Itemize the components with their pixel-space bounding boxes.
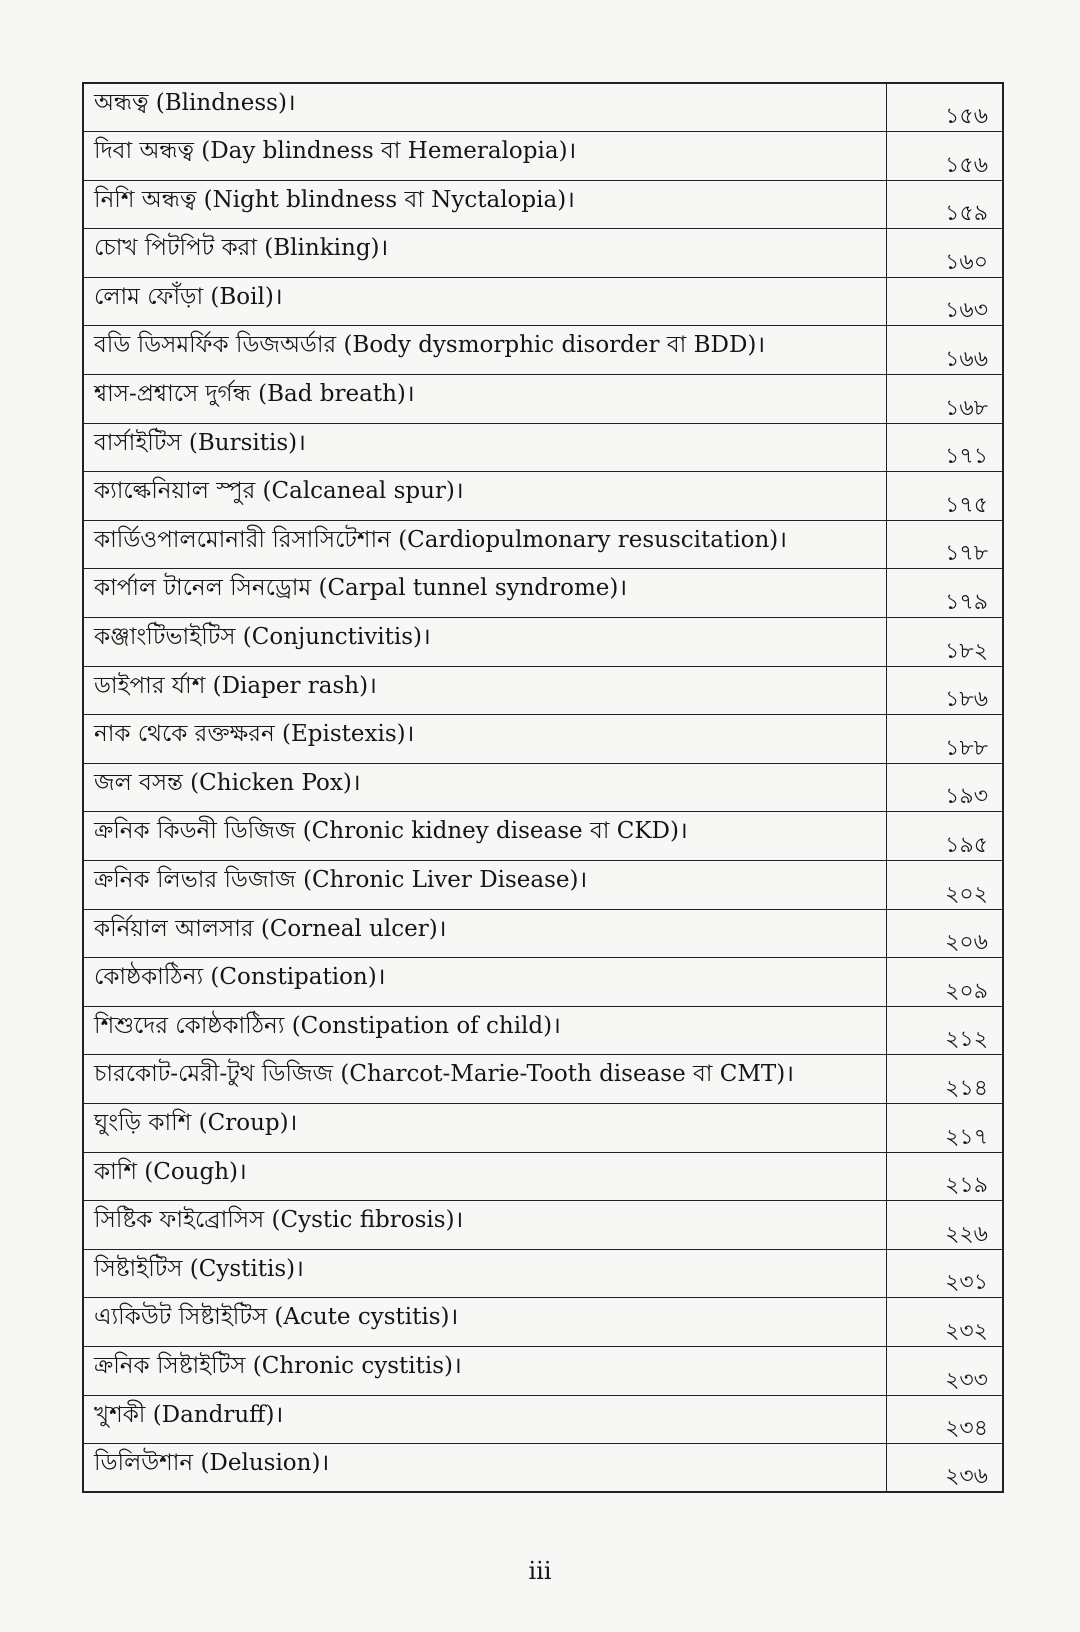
- toc-page-cell: [886, 1444, 1003, 1493]
- toc-entry-title: চারকোট-মেরী-টুথ ডিজিজ (Charcot-Marie-Tooth disease বা CMT)।: [94, 1061, 794, 1088]
- toc-entry-page-number: ১৭৫: [945, 492, 988, 518]
- toc-entry-page-number: ২৩১: [945, 1270, 988, 1296]
- toc-entry-title: নাক থেকে রক্তক্ষরন (Epistexis)।: [94, 721, 415, 748]
- toc-title-cell: [83, 472, 886, 521]
- toc-page-cell: [886, 909, 1003, 958]
- toc-entry-page-number: ১৯৩: [945, 784, 988, 810]
- toc-title-cell: [83, 861, 886, 910]
- toc-title-cell: [83, 83, 886, 132]
- toc-title-cell: [83, 715, 886, 764]
- toc-title-cell: [83, 180, 886, 229]
- toc-entry-page-number: ১৭৯: [945, 590, 988, 616]
- table-row: [83, 958, 1003, 1007]
- toc-page-cell: [886, 1395, 1003, 1444]
- table-of-contents: [82, 82, 1004, 1493]
- toc-page-cell: [886, 763, 1003, 812]
- toc-entry-page-number: ১৮২: [945, 638, 988, 664]
- toc-page-cell: [886, 83, 1003, 132]
- toc-page-cell: [886, 1346, 1003, 1395]
- table-row: [83, 1103, 1003, 1152]
- toc-entry-title: ক্রনিক লিভার ডিজাজ (Chronic Liver Disease)।: [94, 867, 588, 893]
- toc-page-cell: [886, 1103, 1003, 1152]
- toc-entry-title: বার্সাইটিস (Bursitis)।: [94, 429, 306, 456]
- toc-page-cell: [886, 1055, 1003, 1104]
- table-row: [83, 763, 1003, 812]
- table-row: [83, 909, 1003, 958]
- toc-page-cell: [886, 569, 1003, 618]
- toc-title-cell: [83, 812, 886, 861]
- table-row: [83, 1444, 1003, 1493]
- toc-entry-page-number: ২৩৩: [945, 1367, 988, 1393]
- table-row: [83, 277, 1003, 326]
- toc-entry-title: খুশকী (Dandruff)।: [94, 1401, 284, 1428]
- toc-page-cell: [886, 229, 1003, 278]
- toc-entry-title: সিষ্টিক ফাইব্রোসিস (Cystic fibrosis)।: [94, 1207, 464, 1234]
- toc-entry-title: চোখ পিটপিট করা (Blinking)।: [94, 235, 389, 262]
- page-number: iii: [528, 1557, 552, 1585]
- toc-page-cell: [886, 1249, 1003, 1298]
- toc-title-cell: [83, 132, 886, 181]
- toc-page-cell: [886, 958, 1003, 1007]
- toc-page-cell: [886, 715, 1003, 764]
- toc-entry-title: কার্ডিওপালমোনারী রিসাসিটেশান (Cardiopulmonary resuscitation)।: [94, 526, 787, 553]
- toc-page-cell: [886, 618, 1003, 667]
- toc-entry-page-number: ১৫৯: [945, 201, 988, 227]
- toc-entry-title: কর্নিয়াল আলসার (Corneal ulcer)।: [94, 915, 447, 942]
- toc-title-cell: [83, 958, 886, 1007]
- toc-page-cell: [886, 180, 1003, 229]
- toc-page-cell: [886, 520, 1003, 569]
- toc-entry-page-number: ১৬৮: [945, 395, 988, 421]
- toc-title-cell: [83, 1346, 886, 1395]
- toc-entry-title: কোষ্ঠকাঠিন্য (Constipation)।: [94, 964, 386, 991]
- toc-entry-title: ক্রনিক সিষ্টাইটিস (Chronic cystitis)।: [94, 1352, 462, 1379]
- toc-title-cell: [83, 1055, 886, 1104]
- toc-title-cell: [83, 423, 886, 472]
- toc-entry-title: ডিলিউশান (Delusion)।: [94, 1450, 330, 1477]
- table-row: [83, 326, 1003, 375]
- toc-page-cell: [886, 472, 1003, 521]
- table-row: [83, 715, 1003, 764]
- toc-entry-title: ক্রনিক কিডনী ডিজিজ (Chronic kidney disease বা CKD)।: [94, 818, 688, 845]
- table-row: [83, 1346, 1003, 1395]
- toc-entry-title: কঞ্জাংটিভাইটিস (Conjunctivitis)।: [94, 624, 431, 651]
- toc-entry-title: নিশি অন্ধত্ব (Night blindness বা Nyctalopia)।: [94, 186, 575, 213]
- toc-page-cell: [886, 1152, 1003, 1201]
- toc-page-cell: [886, 132, 1003, 181]
- toc-body: [83, 83, 1003, 1492]
- toc-title-cell: [83, 375, 886, 424]
- toc-entry-page-number: ১৬০: [945, 249, 988, 275]
- toc-title-cell: [83, 277, 886, 326]
- toc-entry-page-number: ২১৭: [945, 1124, 988, 1150]
- toc-title-cell: [83, 229, 886, 278]
- toc-entry-page-number: ২১৪: [945, 1075, 988, 1101]
- toc-entry-page-number: ২০৬: [945, 930, 988, 956]
- toc-title-cell: [83, 763, 886, 812]
- toc-title-cell: [83, 569, 886, 618]
- toc-entry-title: ঘুংড়ি কাশি (Croup)।: [94, 1109, 298, 1136]
- toc-page-cell: [886, 861, 1003, 910]
- toc-entry-title: ক্যাল্কেনিয়াল স্পুর (Calcaneal spur)।: [94, 478, 464, 505]
- toc-entry-title: শিশুদের কোষ্ঠকাঠিন্য (Constipation of child)।: [94, 1012, 561, 1039]
- toc-page-cell: [886, 812, 1003, 861]
- toc-entry-page-number: ২০২: [945, 881, 988, 907]
- toc-title-cell: [83, 618, 886, 667]
- table-row: [83, 132, 1003, 181]
- toc-entry-page-number: ১৫৬: [945, 104, 988, 130]
- table-row: [83, 180, 1003, 229]
- toc-entry-title: কাশি (Cough)।: [94, 1158, 247, 1185]
- table-row: [83, 861, 1003, 910]
- toc-title-cell: [83, 909, 886, 958]
- toc-title-cell: [83, 1395, 886, 1444]
- toc-page-cell: [886, 1201, 1003, 1250]
- toc-title-cell: [83, 1152, 886, 1201]
- table-row: [83, 666, 1003, 715]
- toc-entry-title: কার্পাল টানেল সিনড্রোম (Carpal tunnel syndrome)।: [94, 575, 628, 602]
- toc-title-cell: [83, 1444, 886, 1493]
- toc-entry-page-number: ১৮৮: [945, 735, 988, 761]
- toc-entry-title: এ্যকিউট সিষ্টাইটিস (Acute cystitis)।: [94, 1304, 459, 1331]
- toc-page-cell: [886, 277, 1003, 326]
- table-row: [83, 472, 1003, 521]
- toc-entry-page-number: ২৩৬: [945, 1464, 988, 1490]
- toc-title-cell: [83, 1201, 886, 1250]
- table-row: [83, 569, 1003, 618]
- toc-entry-title: ডাইপার র্যাশ (Diaper rash)।: [94, 672, 377, 699]
- toc-entry-title: অন্ধত্ব (Blindness)।: [94, 90, 296, 116]
- table-row: [83, 618, 1003, 667]
- toc-entry-page-number: ১৮৬: [945, 687, 988, 713]
- toc-entry-page-number: ১৫৬: [945, 152, 988, 178]
- toc-title-cell: [83, 1006, 886, 1055]
- table-row: [83, 1395, 1003, 1444]
- toc-page-cell: [886, 375, 1003, 424]
- toc-title-cell: [83, 1103, 886, 1152]
- table-row: [83, 83, 1003, 132]
- table-row: [83, 812, 1003, 861]
- table-row: [83, 1006, 1003, 1055]
- toc-page-cell: [886, 326, 1003, 375]
- toc-entry-page-number: ২০৯: [945, 978, 988, 1004]
- toc-entry-title: শ্বাস-প্রশ্বাসে দুর্গন্ধ (Bad breath)।: [94, 381, 415, 408]
- toc-entry-page-number: ১৭১: [945, 444, 988, 470]
- table-row: [83, 1298, 1003, 1347]
- toc-title-cell: [83, 666, 886, 715]
- table-row: [83, 1249, 1003, 1298]
- toc-page-cell: [886, 423, 1003, 472]
- toc-entry-page-number: ২৩২: [945, 1318, 988, 1344]
- toc-entry-page-number: ১৬৬: [945, 347, 988, 373]
- toc-entry-title: বডি ডিসমর্ফিক ডিজঅর্ডার (Body dysmorphic disorder বা BDD)।: [94, 332, 766, 359]
- toc-page-cell: [886, 1006, 1003, 1055]
- table-row: [83, 1152, 1003, 1201]
- toc-entry-page-number: ২১৯: [945, 1173, 988, 1199]
- toc-entry-page-number: ১৬৩: [945, 298, 988, 324]
- toc-entry-title: জল বসন্ত (Chicken Pox)।: [94, 769, 361, 796]
- toc-page-cell: [886, 1298, 1003, 1347]
- table-row: [83, 375, 1003, 424]
- toc-title-cell: [83, 520, 886, 569]
- toc-entry-page-number: ১৯৫: [945, 833, 988, 858]
- table-row: [83, 1201, 1003, 1250]
- toc-entry-page-number: ২৩৪: [945, 1416, 988, 1442]
- toc-page-cell: [886, 666, 1003, 715]
- table-row: [83, 423, 1003, 472]
- toc-entry-page-number: ১৭৮: [945, 541, 988, 567]
- table-row: [83, 1055, 1003, 1104]
- table-row: [83, 229, 1003, 278]
- toc-entry-title: দিবা অন্ধত্ব (Day blindness বা Hemeralopia)।: [94, 138, 577, 165]
- toc-title-cell: [83, 1298, 886, 1347]
- table-row: [83, 520, 1003, 569]
- toc-entry-page-number: ২১২: [945, 1027, 988, 1053]
- toc-entry-page-number: ২২৬: [945, 1221, 988, 1247]
- toc-entry-title: লোম ফোঁড়া (Boil)।: [94, 283, 283, 310]
- toc-title-cell: [83, 1249, 886, 1298]
- toc-entry-title: সিষ্টাইটিস (Cystitis)।: [94, 1255, 304, 1282]
- toc-title-cell: [83, 326, 886, 375]
